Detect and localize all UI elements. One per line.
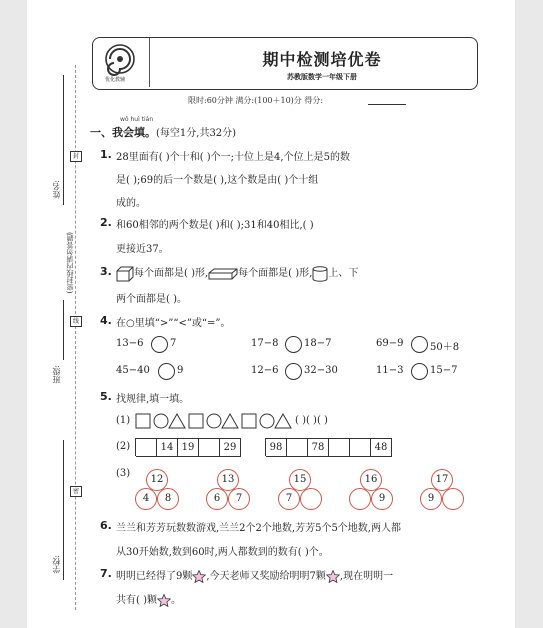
compare-right: 7 [170,338,177,349]
binding-line-bottom [63,440,64,580]
question-number: 4. [100,314,112,327]
split-tree-left: 6 [206,488,228,510]
split-tree-right: 7 [228,488,250,510]
compare-circle[interactable] [411,363,428,380]
split-tree-right: 8 [157,488,179,510]
question-number: 7. [100,567,112,580]
page-title: 期中检测培优卷 [262,50,382,69]
question-number: 5. [100,390,112,403]
q7-line1: 明明已经得了9颗 ,今天老师又奖励给明明7颗 ,现在明明一 [116,571,394,582]
compare-right: 9 [177,365,184,376]
number-cell[interactable] [287,438,308,457]
compare-right: 50＋8 [430,342,460,353]
seal-mark-icon: 封 [70,151,82,162]
compare-left: 11−3 [376,365,404,376]
split-tree-left: 4 [135,488,157,510]
q1-line3: 成的。 [116,198,146,209]
pattern-label: (3) [116,468,131,479]
compare-right: 18−7 [304,338,332,349]
number-cell: 29 [220,438,241,457]
cube-icon [116,266,134,282]
question-number: 2. [100,216,112,229]
q6-line2: 从30开始数,数到60时,两人都数到的数有( )个。 [116,547,329,558]
split-tree-right: 9 [371,488,393,510]
question-number: 1. [100,148,112,161]
q1-line2: 是( );69的后一个数是( ),这个数是由( )个十组 [116,175,319,186]
logo-text: 优化教辅 [105,77,126,83]
number-cell: 19 [178,438,199,457]
split-tree-left: 9 [420,488,442,510]
seal-dashed-line [75,65,76,610]
seal-mark-icon: 线 [70,316,82,327]
class-label: 班级: [52,365,61,384]
question-number: 3. [100,265,112,278]
pattern-label: (1) [116,415,131,426]
number-row-a [135,438,240,456]
split-tree-top: 17 [431,469,453,491]
number-cell[interactable] [199,438,220,457]
compare-left: 13−6 [116,338,144,349]
compare-circle[interactable] [285,336,302,353]
exam-paper [27,0,515,628]
compare-right: 15−7 [430,365,458,376]
q3-line2: 两个面都是( )。 [116,294,187,305]
compare-left: 17−8 [251,338,279,349]
compare-circle[interactable] [285,363,302,380]
question-number: 6. [100,519,112,532]
split-tree-top: 12 [146,469,168,491]
number-cell[interactable] [136,438,157,457]
compare-circle[interactable] [151,336,168,353]
q2-line1: 和60相邻的两个数是( )和( );31和40相比,( ) [116,220,314,231]
seal-notice: (密封线内请勿答题) [66,232,74,294]
q6-line1: 兰兰和芳芳玩数数游戏,兰兰2个2个地数,芳芳5个5个地数,两人都 [116,523,401,534]
split-tree-left: 7 [278,488,300,510]
star-icon [326,570,340,583]
section-pinyin: wǒ huì tián [120,116,154,123]
star-icon [192,570,206,583]
compare-circle[interactable] [158,363,175,380]
compare-left: 12−6 [251,365,279,376]
split-tree-top: 15 [289,469,311,491]
number-cell[interactable] [329,438,350,457]
shape-pattern-icon [135,413,295,429]
q5-instruction: 找规律,填一填。 [116,394,190,405]
split-tree-top: 13 [217,469,239,491]
number-row-b [265,438,392,456]
score-blank[interactable] [368,104,406,105]
name-label: 姓名: [52,180,61,199]
q2-line2: 更接近37。 [116,244,169,255]
number-cell: 14 [157,438,178,457]
header-divider [149,38,150,87]
pattern-label: (2) [116,441,131,452]
section-title: 一、我会填。(每空1分,共32分) [90,126,237,139]
binding-line-top [63,75,64,205]
number-cell: 78 [308,438,329,457]
page-subtitle: 苏教版数学一年级下册 [287,73,357,81]
split-tree-left[interactable] [349,488,371,510]
q1-line1: 28里面有( )个十和( )个一;十位上是4,个位上是5的数 [116,152,350,163]
number-cell: 98 [266,438,287,457]
compare-left: 69−9 [376,338,404,349]
split-tree-top: 16 [360,469,382,491]
number-cell: 48 [371,438,392,457]
cuboid-icon [208,268,238,280]
split-tree-right[interactable] [442,488,464,510]
q4-instruction: 在○里填“>”“<”或“=”。 [116,318,231,329]
compare-left: 45−40 [116,365,150,376]
exam-meta: 限时:60分钟 满分:(100＋10)分 得分: [188,96,324,105]
school-label: 学校: [52,555,61,574]
seal-mark-icon: 密 [70,486,82,497]
star-icon [157,594,171,607]
number-cell[interactable] [350,438,371,457]
compare-circle[interactable] [411,336,428,353]
binding-line-mid [63,300,64,360]
split-tree-right[interactable] [300,488,322,510]
compare-right: 32−30 [304,365,338,376]
q7-line2: 共有( )颗 。 [116,595,181,606]
cylinder-icon [312,266,328,282]
q3-line1: 每个面都是( )形, 每个面都是( )形, 上、下 [116,264,358,282]
pattern-answer-blanks[interactable]: ( )( )( ) [295,415,328,426]
